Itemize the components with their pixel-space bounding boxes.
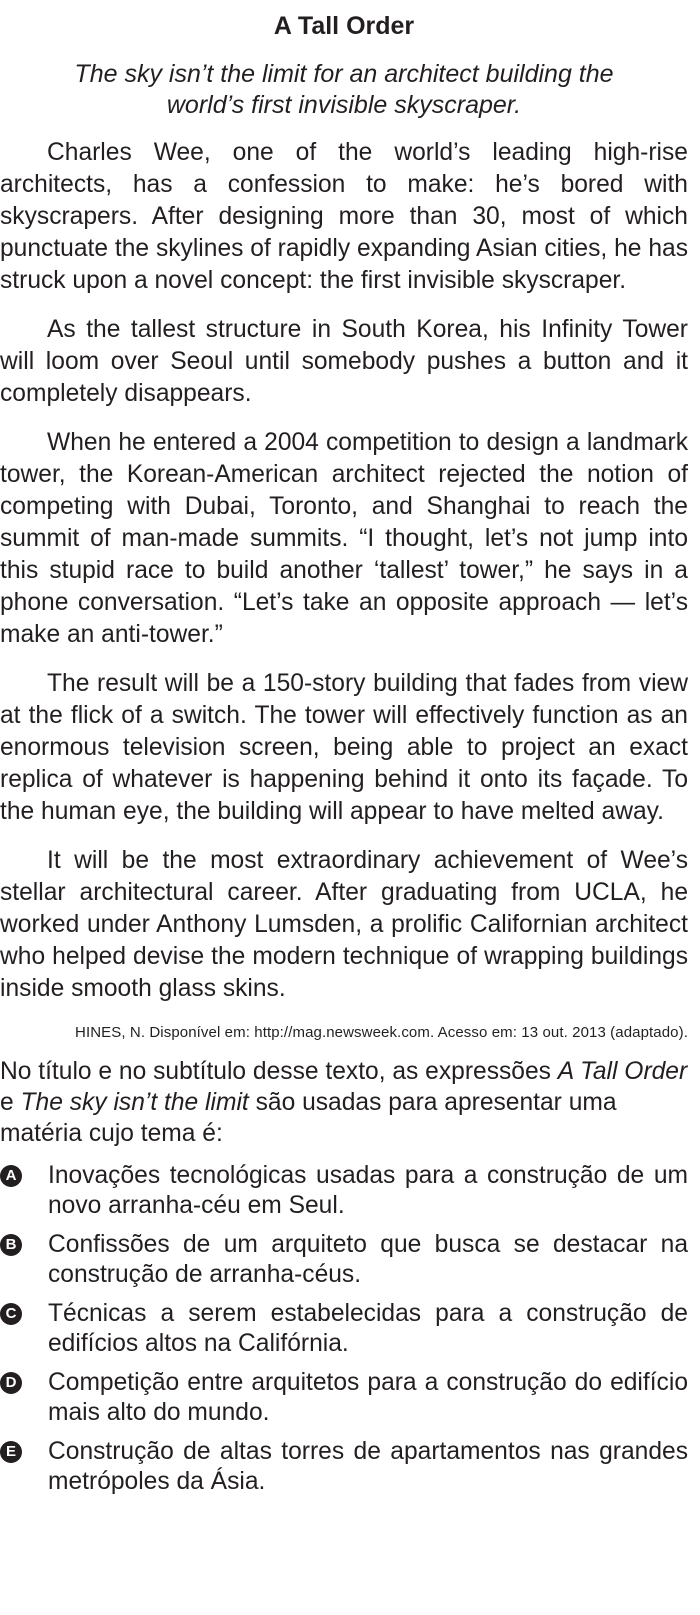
answer-options — [0, 1161, 688, 1497]
option-letter-badge: D — [0, 1372, 22, 1394]
subtitle-line: world’s first invisible skyscraper. — [166, 91, 522, 119]
option-text: Inovações tecnológicas usadas para a construção de um novo arranha-céu em Seul. — [48, 1162, 688, 1219]
question-emphasis: The sky isn’t the limit — [20, 1089, 249, 1116]
option-text: Competição entre arquitetos para a construção do edifício mais alto do mundo. — [48, 1369, 688, 1426]
option-letter-badge: C — [0, 1303, 22, 1325]
option-text: Confissões de um arquiteto que busca se destacar na construção de arranha-céus. — [48, 1231, 688, 1288]
article-subtitle — [0, 59, 688, 121]
question-text: são usadas para apresentar uma matéria cujo tema é: — [0, 1089, 617, 1147]
article-paragraph: Charles Wee, one of the world’s leading high-rise architects, has a confession to make: he’s bored with skyscrapers. After designing more than 30, most of which punctuate the skylines of rapidly expanding Asian cities, he has struck upon a novel concept: the first invisible skyscraper. — [0, 139, 688, 294]
option-letter-badge: E — [0, 1441, 22, 1463]
answer-option-e[interactable] — [0, 1437, 688, 1497]
option-letter-badge: A — [0, 1165, 22, 1187]
option-text: Construção de altas torres de apartamentos nas grandes metrópoles da Ásia. — [48, 1438, 688, 1495]
question-stem — [0, 1056, 688, 1149]
subtitle-line: The sky isn’t the limit for an architect building the — [74, 60, 614, 88]
answer-option-d[interactable] — [0, 1368, 688, 1428]
source-citation: HINES, N. Disponível em: http://mag.newsweek.com. Acesso em: 13 out. 2013 (adaptado). — [75, 1024, 688, 1041]
article-paragraph: The result will be a 150-story building that fades from view at the flick of a switch. The tower will effectively function as an enormous television screen, being able to project an exact replica of whatever is happening behind it onto its façade. To the human eye, the building will appear to have melted away. — [0, 670, 688, 825]
article-paragraph: It will be the most extraordinary achievement of Wee’s stellar architectural career. After graduating from UCLA, he worked under Anthony Lumsden, a prolific Californian architect who helped devise the modern technique of wrapping buildings inside smooth glass skins. — [0, 847, 688, 1002]
article-paragraph: When he entered a 2004 competition to design a landmark tower, the Korean-American architect rejected the notion of competing with Dubai, Toronto, and Shanghai to reach the summit of man-made summits. “I thought, let’s not jump into this stupid race to build another ‘tallest’ tower,” he says in a phone conversation. “Let’s take an opposite approach — let’s make an anti-tower.” — [0, 429, 688, 648]
answer-option-b[interactable] — [0, 1230, 688, 1290]
option-text: Técnicas a serem estabelecidas para a construção de edifícios altos na Califórnia. — [48, 1300, 688, 1357]
answer-option-c[interactable] — [0, 1299, 688, 1359]
option-letter-badge: B — [0, 1234, 22, 1256]
article-title: A Tall Order — [273, 12, 415, 40]
answer-option-a[interactable] — [0, 1161, 688, 1221]
question-emphasis: A Tall Order — [557, 1058, 688, 1085]
article-paragraph: As the tallest structure in South Korea, his Infinity Tower will loom over Seoul until somebody pushes a button and it completely disappears. — [0, 316, 688, 407]
question-text: No título e no subtítulo desse texto, as expressões — [0, 1058, 558, 1085]
question-text: e — [0, 1089, 21, 1116]
